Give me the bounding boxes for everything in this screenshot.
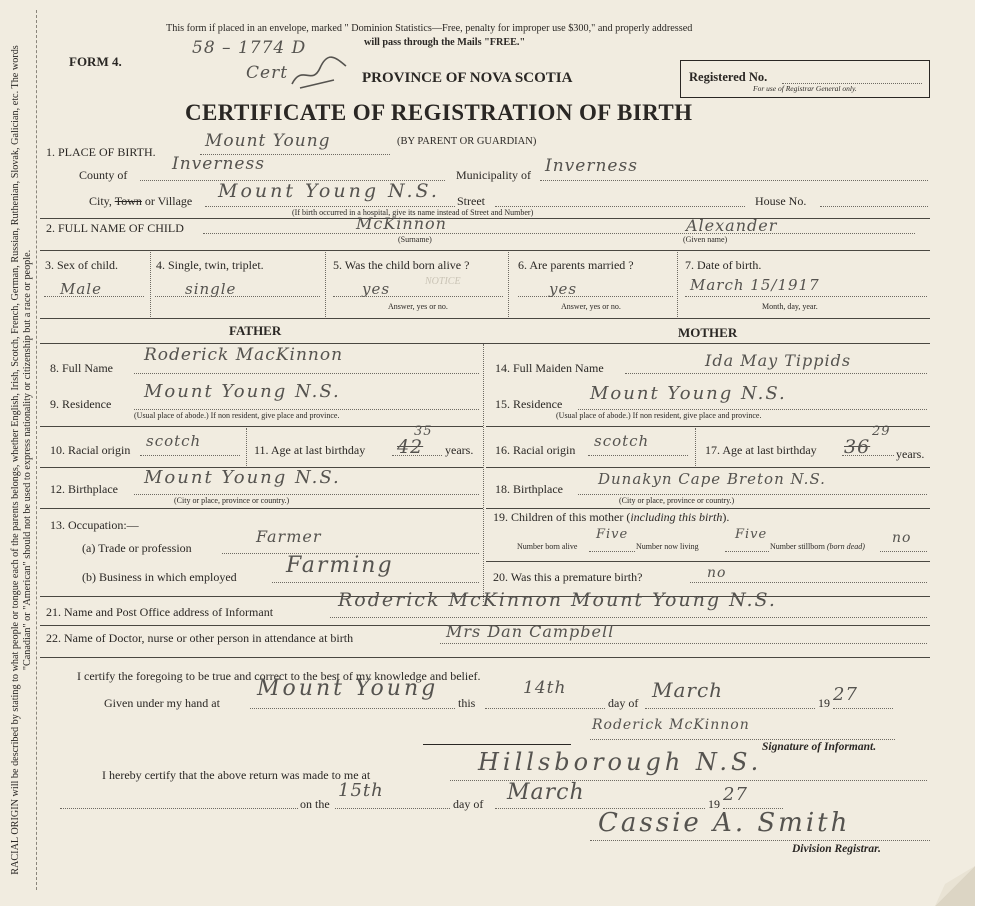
certificate-title: CERTIFICATE OF REGISTRATION OF BIRTH <box>185 100 693 125</box>
doctor-label: 22. Name of Doctor, nurse or other person in attendance at birth <box>46 631 354 645</box>
mother-age-value: 29 <box>872 424 891 439</box>
mother-residence-label: 15. Residence <box>495 397 563 411</box>
registered-number-label: Registered No. <box>689 70 768 84</box>
business-label: (b) Business in which employed <box>82 570 237 584</box>
received-year-prefix: 19 <box>708 797 720 811</box>
show-through-notice: NOTICE <box>425 276 461 287</box>
mother-age-years-label: years. <box>896 447 925 461</box>
house-number-label: House No. <box>755 194 807 208</box>
single-twin-value: single <box>185 280 237 298</box>
sex-value: Male <box>60 280 102 298</box>
mother-birthplace-label: 18. Birthplace <box>495 482 563 496</box>
given-day-value: 14th <box>523 678 567 698</box>
date-of-birth-value: March 15/1917 <box>690 276 820 294</box>
father-racial-origin-value: scotch <box>146 432 202 450</box>
given-year-prefix: 19 <box>818 696 830 710</box>
given-at-value: Mount Young <box>257 676 439 701</box>
number-stillborn-value: no <box>892 530 912 546</box>
given-year-value: 27 <box>833 684 858 705</box>
perforation-line <box>36 10 37 890</box>
received-day-value: 15th <box>338 780 384 801</box>
number-now-living-label: Number now living <box>636 542 699 551</box>
child-given-name-value: Alexander <box>686 216 778 235</box>
single-twin-label: 4. Single, twin, triplet. <box>156 258 264 272</box>
parents-married-note: Answer, yes or no. <box>561 302 621 311</box>
father-birthplace-note: (City or place, province or country.) <box>174 496 290 505</box>
born-alive-label: 5. Was the child born alive ? <box>333 258 470 272</box>
racial-origin-side-note <box>0 0 44 906</box>
received-month-value: March <box>507 780 585 805</box>
father-residence-note: (Usual place of abode.) If non resident, give place and province. <box>134 411 340 420</box>
hospital-note: (If birth occurred in a hospital, give its name instead of Street and Number) <box>292 208 534 217</box>
children-of-mother-label: 19. Children of this mother (including this birth). <box>493 510 730 524</box>
number-now-living-value: Five <box>735 527 768 542</box>
folded-corner <box>935 866 975 906</box>
certify-statement: I certify the foregoing to be true and correct to the best of my knowledge and belief. <box>77 669 481 683</box>
signature-of-informant-label: Signature of Informant. <box>762 741 877 753</box>
father-age-label: 11. Age at last birthday <box>254 443 366 457</box>
father-age-years-label: years. <box>445 443 474 457</box>
father-full-name-value: Roderick MacKinnon <box>144 345 344 365</box>
born-alive-note: Answer, yes or no. <box>388 302 448 311</box>
municipality-label: Municipality of <box>456 168 531 182</box>
trade-value: Farmer <box>256 527 322 546</box>
given-month-value: March <box>652 678 724 702</box>
parents-married-label: 6. Are parents married ? <box>518 258 634 272</box>
full-name-child-label: 2. FULL NAME OF CHILD <box>46 221 184 235</box>
mother-residence-note: (Usual place of abode.) If non resident, give place and province. <box>556 411 762 420</box>
form-number: FORM 4. <box>69 54 122 69</box>
postage-notice-line1: This form if placed in an envelope, marked " Dominion Statistics—Free, penalty for improper use $300," and properly addressed <box>166 23 693 34</box>
doctor-value: Mrs Dan Campbell <box>446 622 615 641</box>
date-of-birth-note: Month, day, year. <box>762 302 818 311</box>
number-stillborn-label: Number stillborn (born dead) <box>770 542 865 551</box>
father-full-name-label: 8. Full Name <box>50 361 113 375</box>
registered-number-note: For use of Registrar General only. <box>753 84 857 93</box>
mother-maiden-name-label: 14. Full Maiden Name <box>495 361 604 375</box>
separator-rule <box>423 744 571 745</box>
father-residence-value: Mount Young N.S. <box>144 381 341 402</box>
mother-age-struck-value: 36 <box>844 436 871 458</box>
mother-racial-origin-value: scotch <box>594 432 650 450</box>
file-number-handwritten: 58 – 1774 D <box>192 38 307 58</box>
premature-birth-label: 20. Was this a premature birth? <box>493 570 643 584</box>
received-year-value: 27 <box>723 784 748 805</box>
given-name-note: (Given name) <box>683 235 728 244</box>
informant-label: 21. Name and Post Office address of Informant <box>46 605 274 619</box>
postage-notice-line2: will pass through the Mails "FREE." <box>364 37 526 48</box>
number-born-alive-value: Five <box>596 527 629 542</box>
place-of-birth-value: Mount Young <box>205 131 331 151</box>
business-value: Farming <box>286 553 394 578</box>
child-surname-value: McKinnon <box>356 214 447 233</box>
racial-origin-note-text: RACIAL ORIGIN will be described by stating to what people or tongue each of the parents belongs, whether English, Irish, Scotch, French, German, Russian, Ruthenian, Slovak, Galician, etc. The words "Canadian" or "American" should not be used to express nationality or citizenship but a race or people. <box>10 45 33 875</box>
file-annotation-handwritten: Cert <box>246 63 289 83</box>
informant-signature: Roderick McKinnon <box>592 717 750 733</box>
initials-scribble <box>290 56 350 92</box>
given-this-label: this <box>458 696 476 710</box>
county-label: County of <box>79 168 128 182</box>
given-under-hand-label: Given under my hand at <box>104 696 220 710</box>
registrar-signature: Cassie A. Smith <box>598 808 851 838</box>
date-of-birth-label: 7. Date of birth. <box>685 258 762 272</box>
mother-racial-origin-label: 16. Racial origin <box>495 443 576 457</box>
municipality-value: Inverness <box>545 156 638 176</box>
father-age-value: 35 <box>414 424 433 439</box>
mother-maiden-name-value: Ida May Tippids <box>705 351 852 370</box>
father-racial-origin-label: 10. Racial origin <box>50 443 131 457</box>
father-birthplace-label: 12. Birthplace <box>50 482 118 496</box>
registered-number-box <box>680 60 930 98</box>
surname-note: (Surname) <box>398 235 432 244</box>
premature-birth-value: no <box>707 565 727 581</box>
parents-married-value: yes <box>549 280 578 298</box>
informant-value: Roderick McKinnon Mount Young N.S. <box>338 589 777 611</box>
street-label: Street <box>457 194 485 208</box>
received-at-value: Hillsborough N.S. <box>478 748 763 776</box>
hereby-certify-label: I hereby certify that the above return was made to me at <box>102 768 371 782</box>
given-day-of-label: day of <box>608 696 639 710</box>
mother-heading: MOTHER <box>678 325 738 340</box>
by-parent-note: (BY PARENT OR GUARDIAN) <box>397 136 537 147</box>
received-day-of-label: day of <box>453 797 484 811</box>
father-heading: FATHER <box>229 323 282 338</box>
mother-residence-value: Mount Young N.S. <box>590 383 787 404</box>
city-value: Mount Young N.S. <box>218 180 440 202</box>
city-town-village-label: City, Town or Village <box>89 194 193 208</box>
mother-birthplace-value: Dunakyn Cape Breton N.S. <box>598 470 826 488</box>
on-the-label: on the <box>300 797 330 811</box>
father-birthplace-value: Mount Young N.S. <box>144 467 341 488</box>
father-residence-label: 9. Residence <box>50 397 112 411</box>
place-of-birth-label: 1. PLACE OF BIRTH. <box>46 145 156 159</box>
mother-age-label: 17. Age at last birthday <box>705 443 817 457</box>
number-born-alive-label: Number born alive <box>517 542 578 551</box>
sex-label: 3. Sex of child. <box>45 258 118 272</box>
province-heading: PROVINCE OF NOVA SCOTIA <box>362 70 573 86</box>
county-value: Inverness <box>172 154 265 174</box>
born-alive-value: yes <box>362 280 391 298</box>
mother-birthplace-note: (City or place, province or country.) <box>619 496 735 505</box>
division-registrar-label: Division Registrar. <box>792 843 881 855</box>
father-age-struck-value: 42 <box>397 436 424 458</box>
trade-label: (a) Trade or profession <box>82 541 192 555</box>
occupation-label: 13. Occupation:— <box>50 518 139 532</box>
